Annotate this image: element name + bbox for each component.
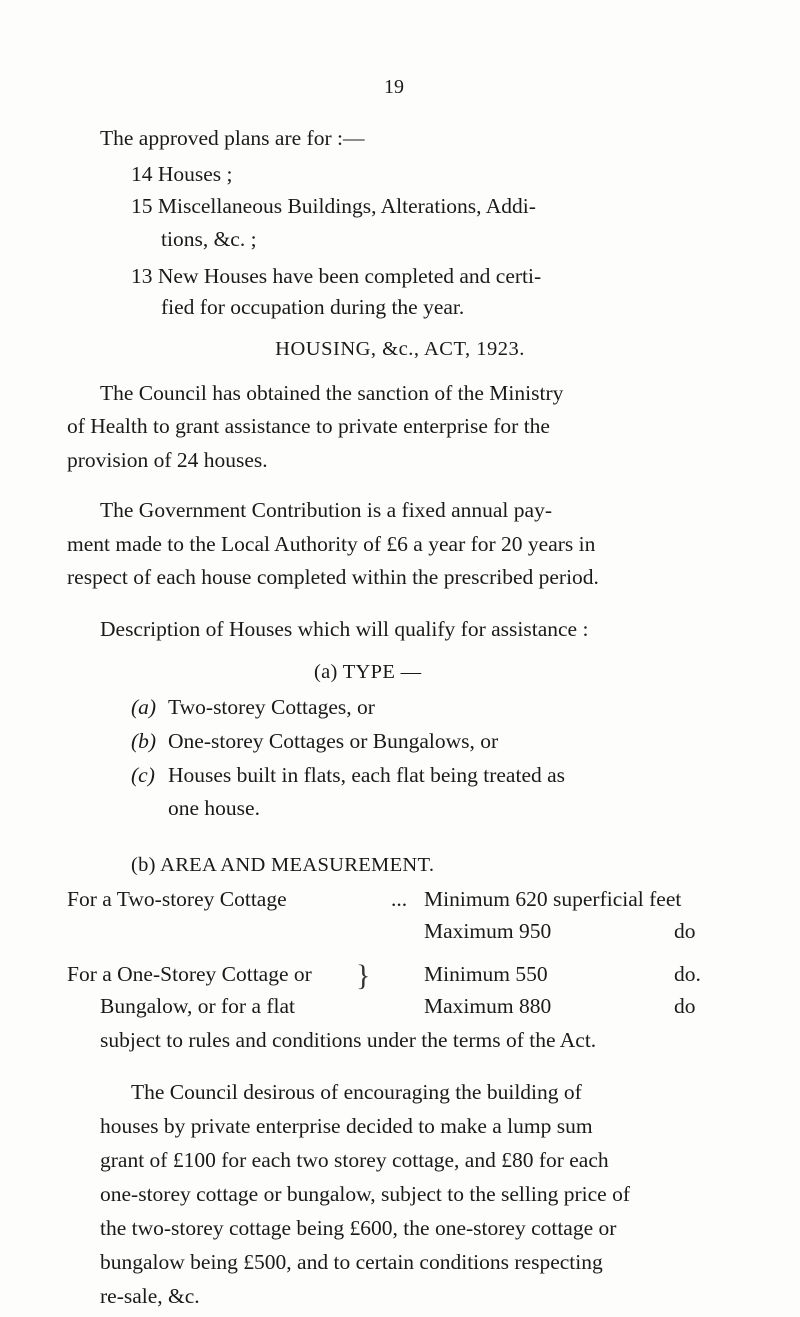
area-row2-label-line1: For a One-Storey Cottage or [67, 962, 312, 986]
area-row2-min: Minimum 550 [424, 962, 548, 986]
area-heading: (b) AREA AND MEASUREMENT. [131, 854, 435, 876]
type-c-text-line1: Houses built in flats, each flat being treated as [168, 763, 566, 787]
area-row1-dots: ... [391, 887, 408, 911]
area-row1-min: Minimum 620 superficial feet [424, 887, 682, 911]
brace-icon: } [356, 959, 371, 992]
approved-item-misc-line2: tions, &c. ; [161, 227, 257, 251]
type-a-label: (a) [131, 695, 157, 719]
type-a-text: Two-storey Cottages, or [168, 695, 375, 719]
grant-line6: bungalow being £500, and to certain conditions respecting [100, 1250, 603, 1274]
area-row1-label: For a Two-storey Cottage [67, 887, 287, 911]
grant-line1: The Council desirous of encouraging the building of [131, 1080, 582, 1104]
area-conditions: subject to rules and conditions under the terms of the Act. [100, 1028, 597, 1052]
grant-line2: houses by private enterprise decided to make a lump sum [100, 1114, 593, 1138]
page-number: 19 [384, 76, 404, 98]
approved-item-houses: 14 Houses ; [131, 162, 233, 186]
para1-line2: of Health to grant assistance to private enterprise for the [67, 414, 550, 438]
para2-line1: The Government Contribution is a fixed annual pay- [100, 498, 552, 522]
type-b-label: (b) [131, 729, 157, 753]
grant-line5: the two-storey cottage being £600, the one-storey cottage or [100, 1216, 617, 1240]
type-heading: (a) TYPE — [314, 661, 422, 683]
para1-line3: provision of 24 houses. [67, 448, 268, 472]
para2-line3: respect of each house completed within the prescribed period. [67, 565, 599, 589]
type-c-label: (c) [131, 763, 155, 787]
approved-item-new-houses-line1: 13 New Houses have been completed and certi- [131, 264, 542, 288]
approved-item-misc-line1: 15 Miscellaneous Buildings, Alterations, Addi- [131, 194, 536, 218]
grant-line4: one-storey cottage or bungalow, subject to the selling price of [100, 1182, 630, 1206]
area-row1-max-unit: do [674, 919, 696, 943]
area-row2-label-line2: Bungalow, or for a flat [100, 994, 296, 1018]
area-row2-max: Maximum 880 [424, 994, 552, 1018]
para1-line1: The Council has obtained the sanction of the Ministry [100, 381, 564, 405]
area-row2-min-unit: do. [674, 962, 701, 986]
approved-item-new-houses-line2: fied for occupation during the year. [161, 295, 465, 319]
type-c-text-line2: one house. [168, 796, 260, 820]
area-row2-max-unit: do [674, 994, 696, 1018]
area-row1-max: Maximum 950 [424, 919, 552, 943]
approved-plans-intro: The approved plans are for :— [100, 126, 365, 150]
grant-line3: grant of £100 for each two storey cottage, and £80 for each [100, 1148, 609, 1172]
para2-line2: ment made to the Local Authority of £6 a year for 20 years in [67, 532, 596, 556]
type-b-text: One-storey Cottages or Bungalows, or [168, 729, 499, 753]
grant-line7: re-sale, &c. [100, 1284, 200, 1308]
housing-act-heading: HOUSING, &c., ACT, 1923. [275, 338, 525, 360]
description-intro: Description of Houses which will qualify for assistance : [100, 617, 589, 641]
